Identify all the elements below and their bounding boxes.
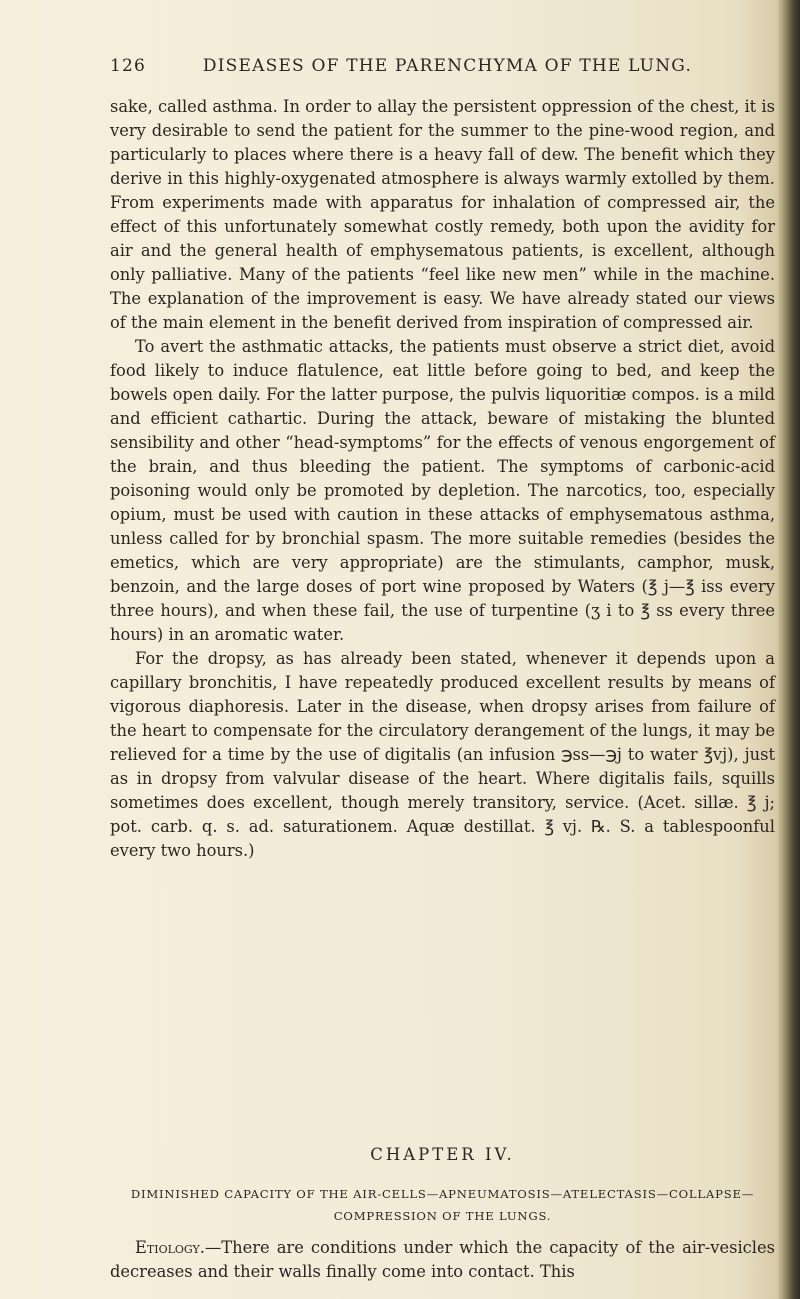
body-text [110,95,775,863]
paragraph: To avert the asthmatic attacks, the patients must observe a strict diet, avoid food likely to induce flatulence, eat little before going to bed, and keep the bowels open daily. For the latter purpose, the pulvis liquoritiæ compos. is a mild and efficient cathartic. During the attack, beware of mistaking the blunted sensibility and other “head-symptoms” for the effects of venous engorgement of the brain, and thus bleeding the patient. The symptoms of carbonic-acid poisoning would only be promoted by depletion. The narcotics, too, especially opium, must be used with caution in these attacks of emphysematous asthma, unless called for by bronchial spasm. The more suitable remedies (besides the emetics, which are very appropriate) are the stimulants, camphor, musk, benzoin, and the large doses of port wine proposed by Waters (℥ j—℥ iss every three hours), and when these fail, the use of turpentine (ʒ i to ℥ ss every three hours) in an aromatic water. [110,337,775,644]
section-lead: Etiology. [135,1238,205,1257]
running-head [110,56,775,76]
page-binding-edge [778,0,800,1299]
closing-paragraph [110,1236,775,1284]
page-number: 126 [110,56,147,76]
chapter-heading: CHAPTER IV. [370,1145,515,1164]
chapter-subheading: DIMINISHED CAPACITY OF THE AIR-CELLS—APNEUMATOSIS—ATELECTASIS—COLLAPSE—COMPRESSION OF THE LUNGS. [130,1187,755,1223]
running-head-title: DISEASES OF THE PARENCHYMA OF THE LUNG. [202,56,693,76]
paragraph: sake, called asthma. In order to allay the persistent oppression of the chest, it is very desirable to send the patient for the summer to the pine-wood region, and particularly to places where there is a heavy fall of dew. The benefit which they derive in this highly-oxygenated atmosphere is always warmly extolled by them. From experiments made with apparatus for inhalation of compressed air, the effect of this unfortunately somewhat costly remedy, both upon the avidity for air and the general health of emphysematous patients, is excellent, although only palliative. Many of the patients “feel like new men” while in the machine. The explanation of the improvement is easy. We have already stated our views of the main element in the benefit derived from inspiration of compressed air. [110,97,775,332]
section-text: —There are conditions under which the capacity of the air-vesicles decreases and their walls finally come into contact. This [110,1238,775,1281]
paragraph: For the dropsy, as has already been stated, whenever it depends upon a capillary bronchitis, I have repeatedly produced excellent results by means of vigorous diaphoresis. Later in the disease, when dropsy arises from failure of the heart to compensate for the circulatory derangement of the lungs, it may be relieved for a time by the use of digitalis (an infusion ℈ss—℈j to water ℥vj), just as in dropsy from valvular disease of the heart. Where digitalis fails, squills sometimes does excellent, though merely transitory, service. (Acet. sillæ. ℥ j; pot. carb. q. s. ad. saturationem. Aquæ destillat. ℥ vj. ℞. S. a tablespoonful every two hours.) [110,649,775,860]
